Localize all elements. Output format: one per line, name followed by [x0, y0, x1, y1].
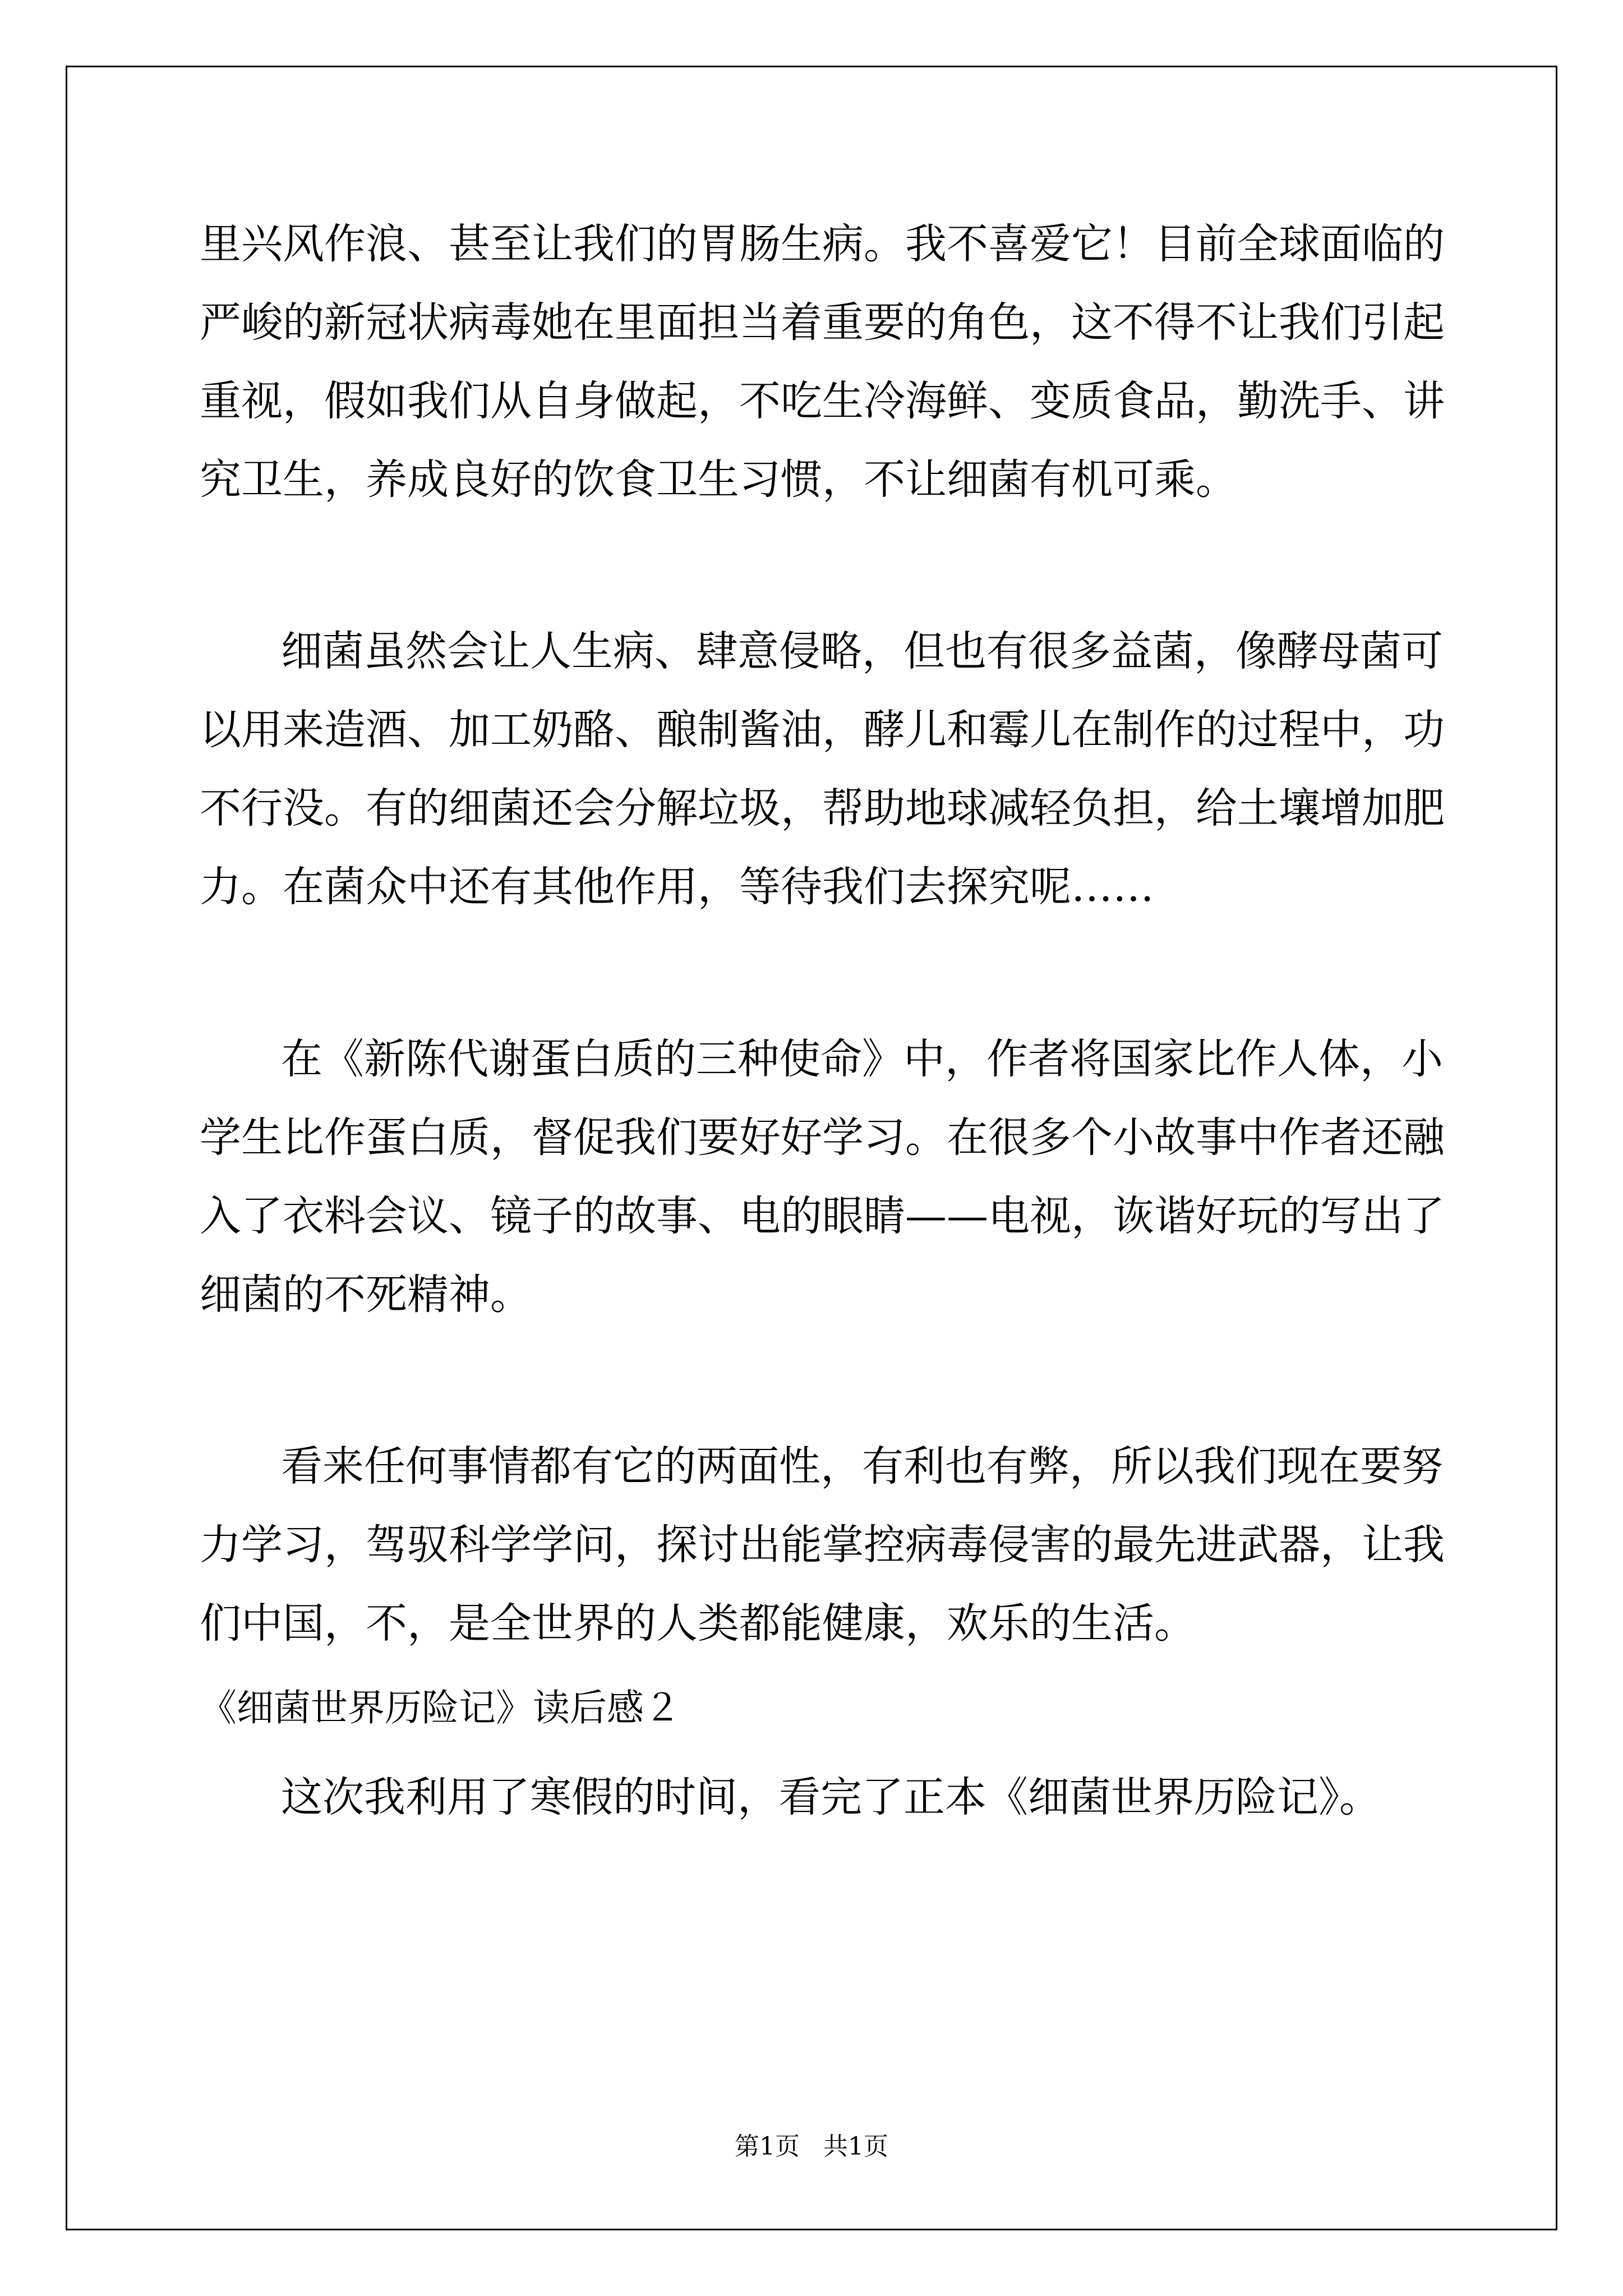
paragraph-line: 学生比作蛋白质，督促我们要好好学习。在很多个小故事中作者还融 [200, 1114, 1445, 1162]
paragraph-line: 严峻的新冠状病毒她在里面担当着重要的角色，这不得不让我们引起 [200, 298, 1445, 347]
paragraph-line: 力。在菌众中还有其他作用，等待我们去探究呢…… [200, 863, 1154, 911]
paragraph-line: 入了衣料会议、镜子的故事、电的眼睛——电视，诙谐好玩的写出了 [200, 1192, 1445, 1240]
section-heading: 《细菌世界历险记》读后感２ [200, 1686, 681, 1729]
page-footer: 第1页 共1页 [735, 2132, 888, 2161]
paragraph-line: 看来任何事情都有它的两面性，有利也有弊，所以我们现在要努 [281, 1442, 1443, 1490]
paragraph-line: 细菌的不死精神。 [200, 1271, 532, 1319]
paragraph-line: 不行没。有的细菌还会分解垃圾，帮助地球减轻负担，给土壤增加肥 [200, 784, 1445, 832]
paragraph-line: 里兴风作浪、甚至让我们的胃肠生病。我不喜爱它！目前全球面临的 [200, 220, 1445, 268]
paragraph-line: 重视，假如我们从自身做起，不吃生冷海鲜、变质食品，勤洗手、讲 [200, 377, 1445, 425]
paragraph-line: 们中国，不，是全世界的人类都能健康，欢乐的生活。 [200, 1599, 1196, 1648]
paragraph-line: 以用来造酒、加工奶酪、酿制酱油，酵儿和霉儿在制作的过程中，功 [200, 706, 1445, 754]
paragraph-line: 究卫生，养成良好的饮食卫生习惯，不让细菌有机可乘。 [200, 455, 1237, 504]
paragraph-line: 力学习，驾驭科学学问，探讨出能掌控病毒侵害的最先进武器，让我 [200, 1521, 1445, 1569]
paragraph-line: 细菌虽然会让人生病、肆意侵略，但也有很多益菌，像酵母菌可 [281, 627, 1443, 675]
paragraph-line: 这次我利用了寒假的时间，看完了正本《细菌世界历险记》。 [281, 1773, 1381, 1821]
paragraph-line: 在《新陈代谢蛋白质的三种使命》中，作者将国家比作人体，小 [281, 1035, 1443, 1083]
